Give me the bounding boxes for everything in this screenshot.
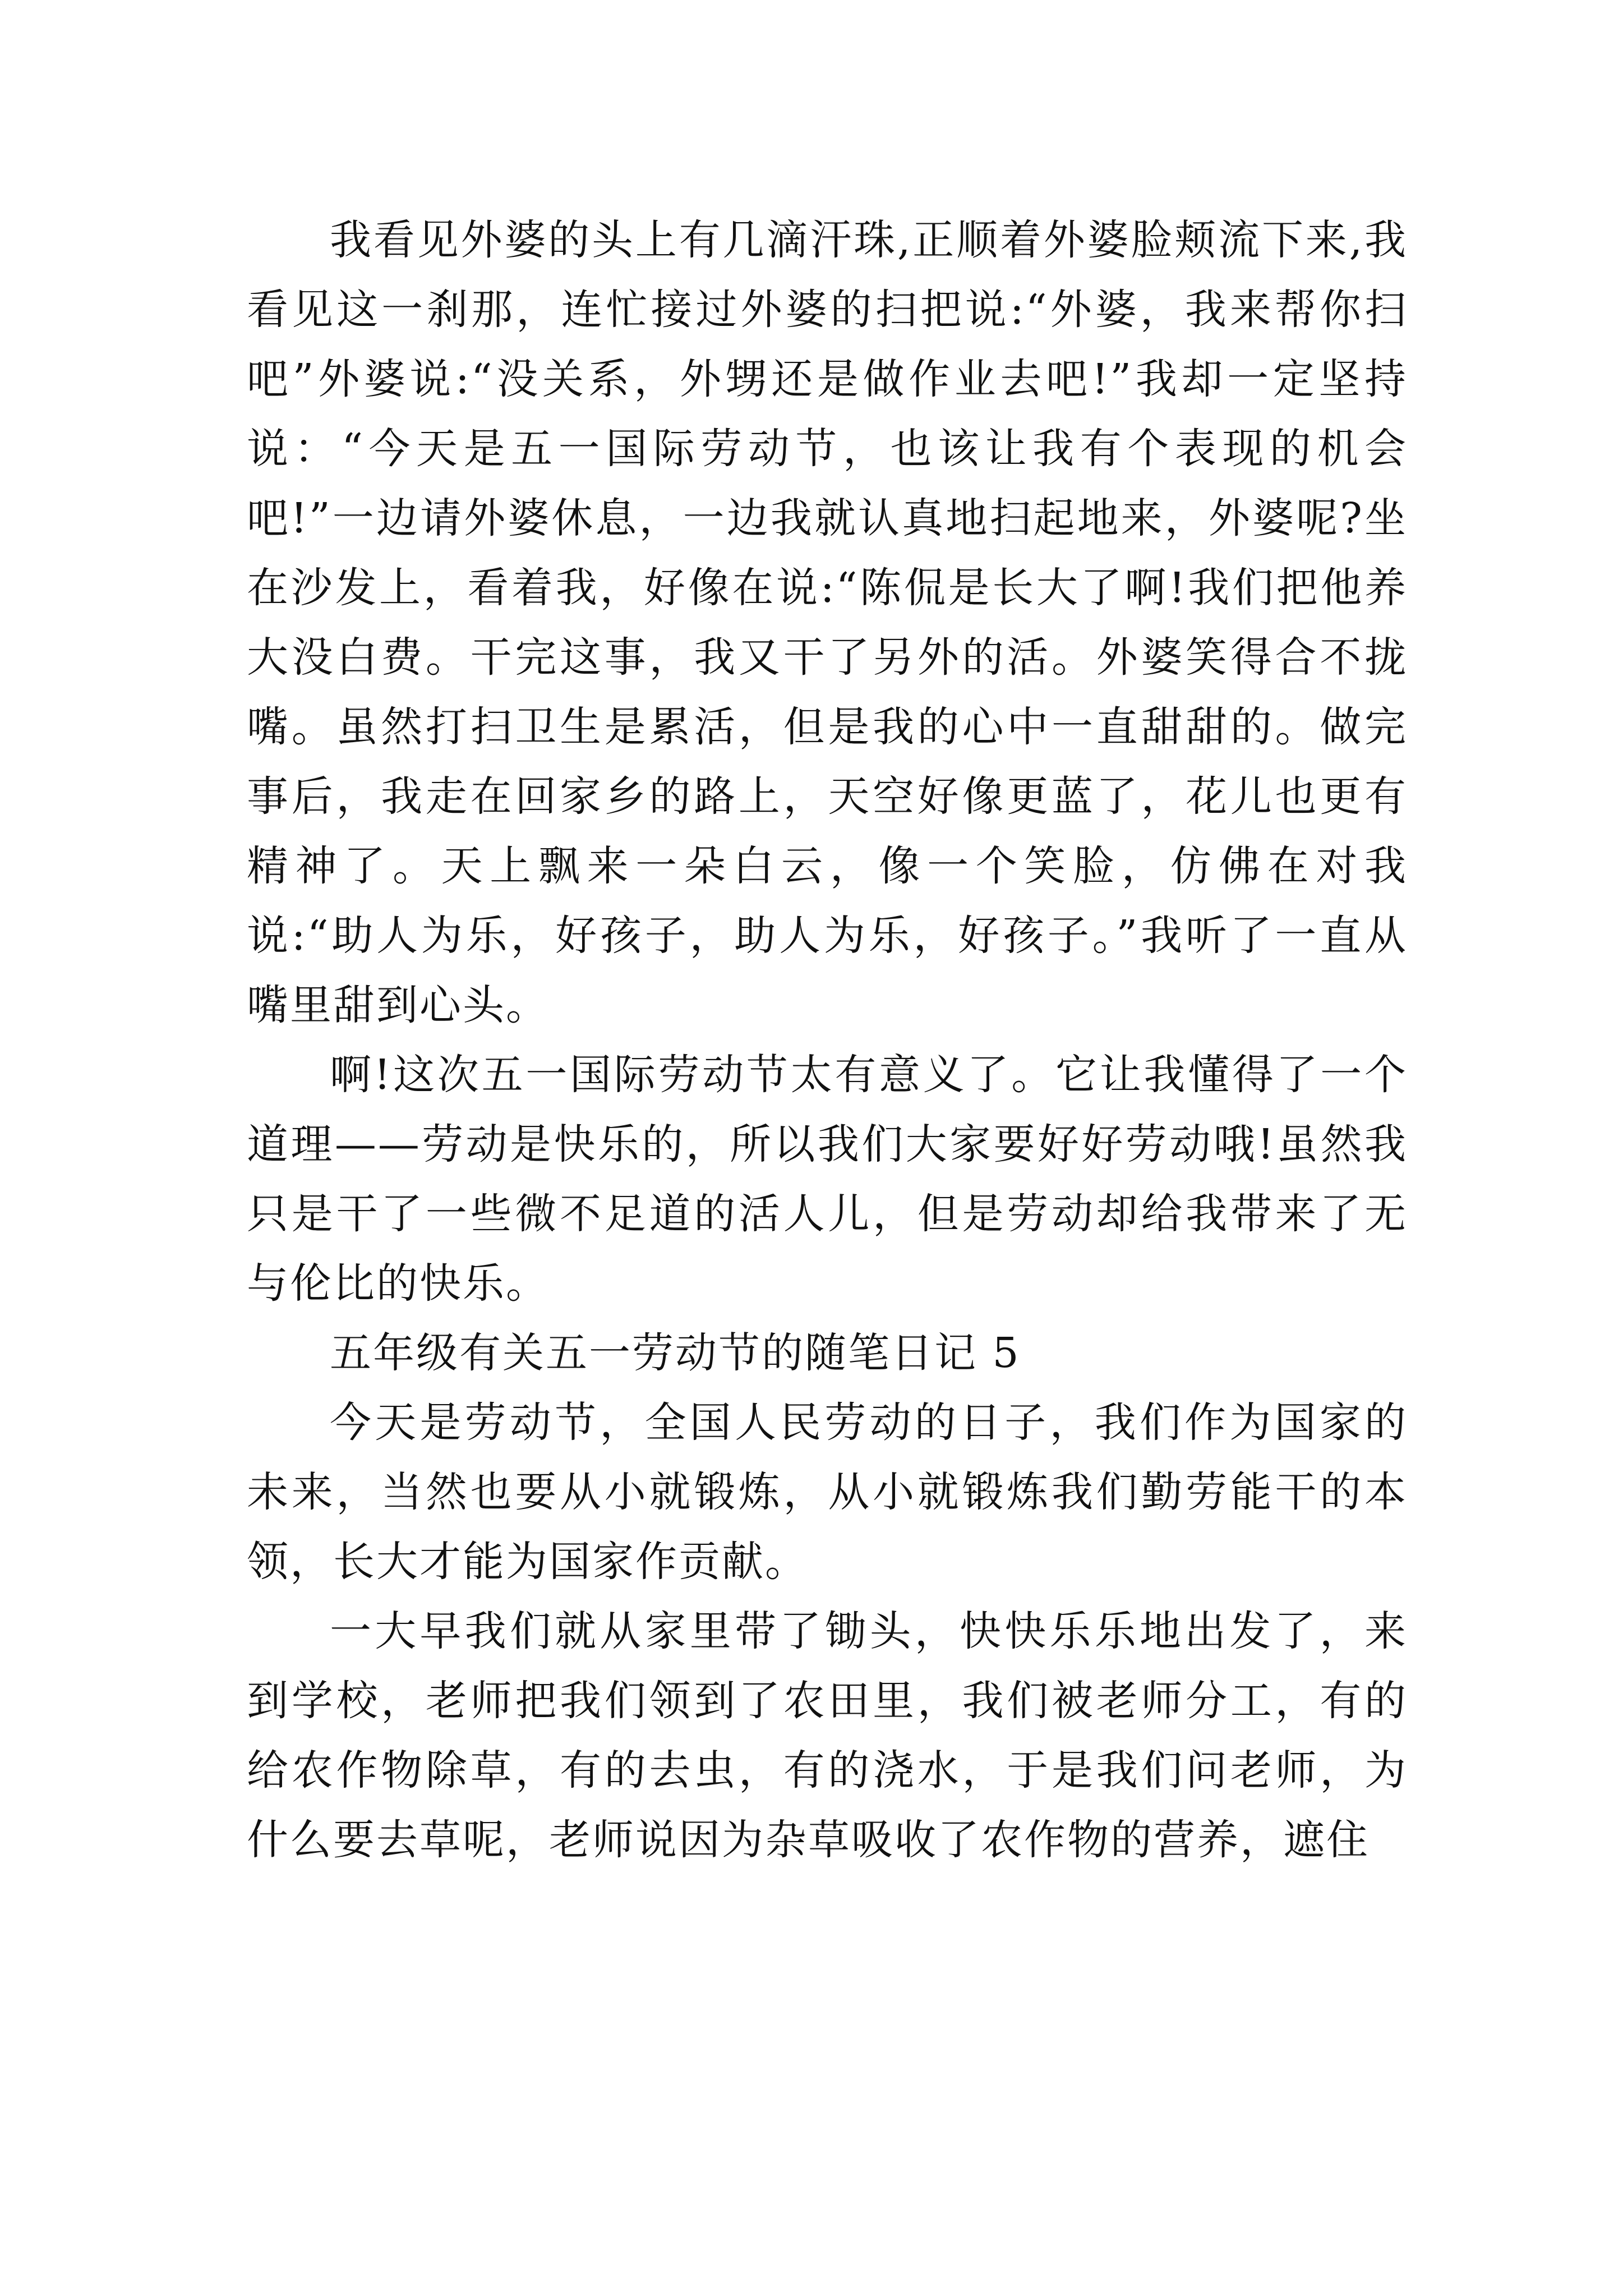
paragraph-3: 今天是劳动节，全国人民劳动的日子，我们作为国家的未来，当然也要从小就锻炼，从小就锻炼我们勤劳能干的本领，长大才能为国家作贡献。 [247, 1398, 1408, 1586]
paragraph-4: 一大早我们就从家里带了锄头，快快乐乐地出发了，来到学校，老师把我们领到了农田里，我们被老师分工，有的给农作物除草，有的去虫，有的浇水，于是我们问老师，为什么要去草呢，老师说因为杂草吸收了农作物的营养，遮住 [247, 1607, 1408, 1864]
paragraph-2: 啊!这次五一国际劳动节太有意义了。它让我懂得了一个道理——劳动是快乐的，所以我们大家要好好劳动哦!虽然我只是干了一些微不足道的活人儿，但是劳动却给我带来了无与伦比的快乐。 [247, 1051, 1408, 1308]
document-body [247, 205, 1408, 1875]
paragraph-1: 我看见外婆的头上有几滴汗珠,正顺着外婆脸颊流下来,我看见这一刹那，连忙接过外婆的扫把说:“外婆，我来帮你扫吧”外婆说:“没关系，外甥还是做作业去吧!”我却一定坚持说：“今天是五一国际劳动节，也该让我有个表现的机会吧!”一边请外婆休息，一边我就认真地扫起地来，外婆呢?坐在沙发上，看着我，好像在说:“陈侃是长大了啊!我们把他养大没白费。干完这事，我又干了另外的活。外婆笑得合不拢嘴。虽然打扫卫生是累活，但是我的心中一直甜甜的。做完事后，我走在回家乡的路上，天空好像更蓝了，花儿也更有精神了。天上飘来一朵白云，像一个笑脸，仿佛在对我说:“助人为乐，好孩子，助人为乐，好孩子。”我听了一直从嘴里甜到心头。 [247, 216, 1408, 1029]
section-heading: 五年级有关五一劳动节的随笔日记 5 [330, 1329, 1021, 1377]
